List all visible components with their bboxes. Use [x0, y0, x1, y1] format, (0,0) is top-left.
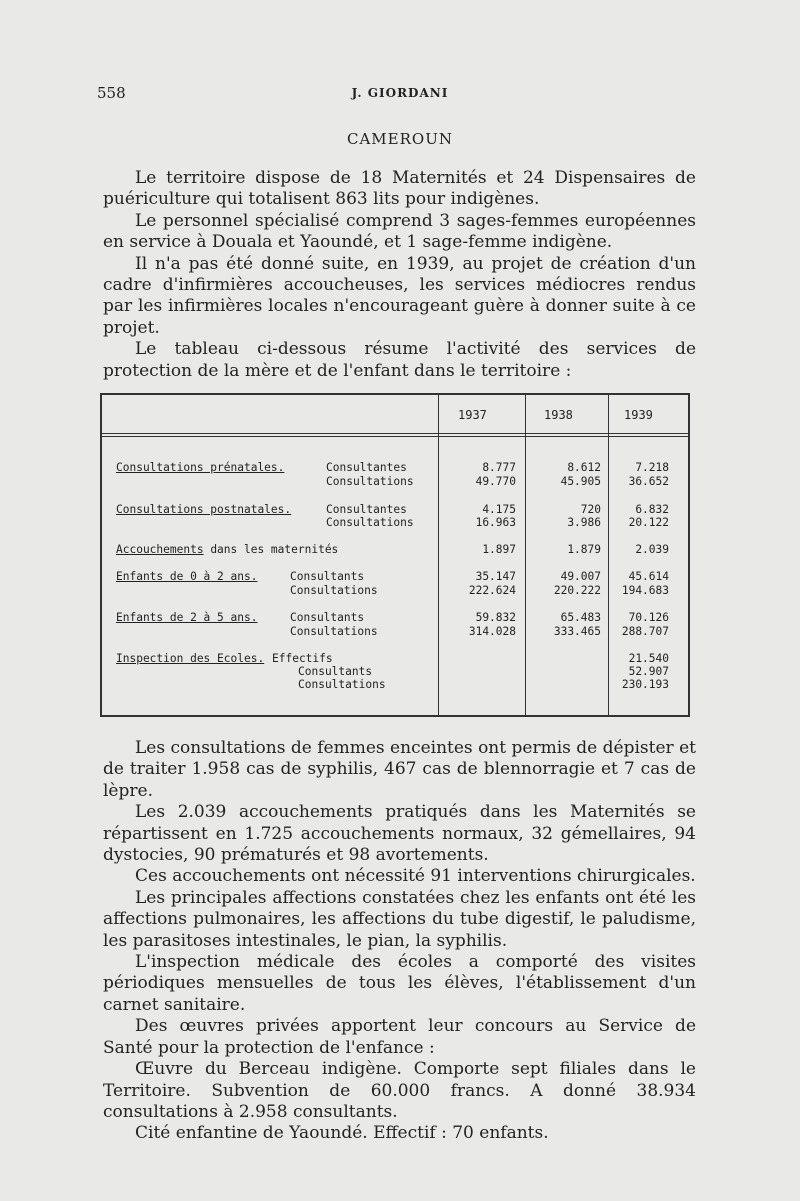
year-header: 1939	[624, 408, 653, 422]
paragraph: Le tableau ci-dessous résume l'activité des services de protection de la mère et de l'enfant dans le territoire :	[103, 339, 696, 381]
row-sublabel: Consultantes	[326, 503, 407, 516]
table-cell: 20.122	[628, 516, 669, 529]
paragraph: L'inspection médicale des écoles a comporté des visites périodiques mensuelles de tous les élèves, l'établissement d'un carnet sanitaire.	[103, 952, 696, 1015]
paragraph: Cité enfantine de Yaoundé. Effectif : 70 enfants.	[135, 1123, 549, 1144]
row-sublabel: Consultantes	[326, 461, 407, 474]
table-cell: 7.218	[635, 461, 669, 474]
row-sublabel: Consultants	[290, 611, 365, 624]
row-sublabel: Consultations	[290, 625, 378, 638]
table-cell: 314.028	[468, 625, 516, 638]
table-cell: 65.483	[560, 611, 601, 624]
table-cell: 1.879	[567, 543, 601, 556]
statistics-table	[100, 393, 690, 717]
row-label: Consultations postnatales.	[116, 503, 292, 516]
table-cell: 35.147	[475, 570, 516, 583]
paragraph: Des œuvres privées apportent leur concours au Service de Santé pour la protection de l'enfance :	[103, 1016, 696, 1058]
body-text	[103, 738, 696, 1145]
paragraph: Le personnel spécialisé comprend 3 sages-femmes européennes en service à Douala et Yaoundé, et 1 sage-femme indigène.	[103, 210, 696, 253]
paragraph: Ces accouchements ont nécessité 91 interventions chirurgicales.	[135, 866, 696, 887]
table-cell: 2.039	[635, 543, 669, 556]
row-sublabel: Effectifs	[272, 652, 333, 665]
page-header	[0, 84, 800, 104]
table-cell: 49.770	[475, 475, 516, 488]
table-cell: 45.614	[628, 570, 669, 583]
table-cell: 6.832	[635, 503, 669, 516]
intro-text	[103, 168, 696, 382]
row-label: Inspection des Ecoles.	[116, 652, 265, 665]
table-cell: 720	[580, 503, 601, 516]
page-number: 558	[97, 84, 126, 102]
table-cell: 16.963	[475, 516, 516, 529]
row-sublabel: Consultations	[326, 475, 414, 488]
table-cell: 220.222	[553, 584, 601, 597]
row-label-group	[116, 543, 338, 556]
paragraph: Les principales affections constatées chez les enfants ont été les affections pulmonaires, les affections du tube digestif, le paludisme, les parasitoses intestinales, le pian, la syphilis.	[103, 887, 696, 951]
table-cell: 3.986	[567, 516, 601, 529]
row-label: Consultations prénatales.	[116, 461, 285, 474]
year-header: 1938	[544, 408, 573, 422]
table-cell: 36.652	[628, 475, 669, 488]
row-sublabel: Consultations	[290, 584, 378, 597]
table-cell: 21.540	[628, 652, 669, 665]
paragraph: Les consultations de femmes enceintes ont permis de dépister et de traiter 1.958 cas de syphilis, 467 cas de blennorragie et 7 cas de lèpre.	[103, 738, 696, 801]
row-label: Accouchements	[116, 543, 204, 556]
table-cell: 59.832	[475, 611, 516, 624]
table-cell: 1.897	[482, 543, 516, 556]
row-label-suffix: dans les maternités	[210, 543, 339, 556]
table-cell: 333.465	[553, 625, 601, 638]
running-head: J. GIORDANI	[351, 86, 449, 100]
row-sublabel: Consultants	[298, 665, 373, 678]
table-cell: 222.624	[468, 584, 516, 597]
section-title: CAMEROUN	[347, 130, 453, 148]
table-cell: 8.777	[482, 461, 516, 474]
paragraph: Le territoire dispose de 18 Maternités et 24 Dispensaires de puériculture qui totalisent 863 lits pour indigènes.	[103, 168, 696, 210]
year-header: 1937	[458, 408, 487, 422]
row-label: Enfants de 2 à 5 ans.	[116, 611, 258, 624]
paragraph: Il n'a pas été donné suite, en 1939, au projet de création d'un cadre d'infirmières accoucheuses, les services médiocres rendus par les infirmières locales n'encourageant guère à donner suite à ce projet.	[103, 253, 696, 338]
table-cell: 230.193	[621, 678, 669, 691]
table-cell: 49.007	[560, 570, 601, 583]
row-label: Enfants de 0 à 2 ans.	[116, 570, 258, 583]
row-sublabel: Consultations	[298, 678, 386, 691]
table-cell: 4.175	[482, 503, 516, 516]
paragraph: Les 2.039 accouchements pratiqués dans les Maternités se répartissent en 1.725 accouchements normaux, 32 gémellaires, 94 dystocies, 90 prématurés et 98 avortements.	[103, 802, 696, 866]
table-cell: 52.907	[628, 665, 669, 678]
row-sublabel: Consultants	[290, 570, 365, 583]
row-sublabel: Consultations	[326, 516, 414, 529]
table-cell: 45.905	[560, 475, 601, 488]
table-cell: 70.126	[628, 611, 669, 624]
paragraph: Œuvre du Berceau indigène. Comporte sept filiales dans le Territoire. Subvention de 60.000 francs. A donné 38.934 consultations à 2.958 consultants.	[103, 1059, 696, 1122]
table-cell: 8.612	[567, 461, 601, 474]
table-cell: 194.683	[621, 584, 669, 597]
table-cell: 288.707	[621, 625, 669, 638]
